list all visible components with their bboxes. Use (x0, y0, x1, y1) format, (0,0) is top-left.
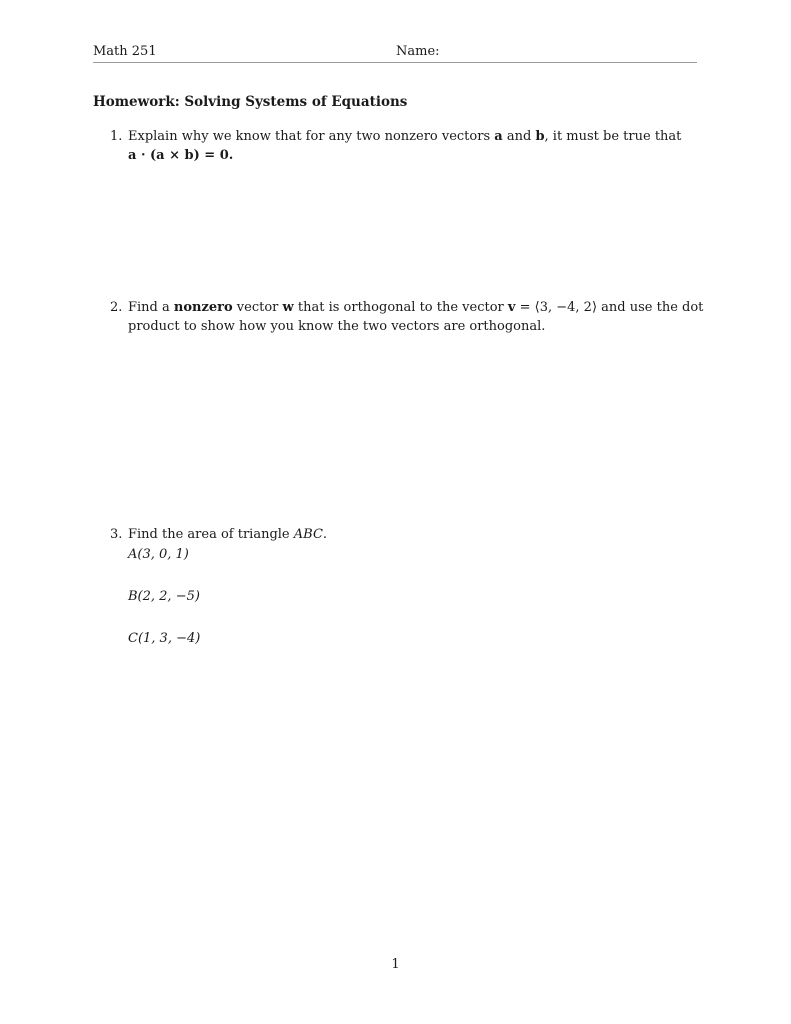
problem-number: 3. (110, 527, 123, 542)
problem-line (128, 127, 698, 146)
triangle-name: ABC (293, 527, 323, 542)
problem-line: product to show how you know the two vectors are orthogonal. (128, 319, 546, 334)
name-field-label: Name: (396, 44, 440, 59)
problem-1 (110, 127, 698, 165)
text-segment: and (506, 129, 532, 144)
emphasis-nonzero: nonzero (173, 300, 233, 315)
text-segment: . (322, 527, 328, 542)
page-number: 1 (391, 957, 400, 972)
problem-text (128, 525, 698, 544)
problem-number: 1. (110, 129, 123, 144)
problem-line (128, 525, 698, 544)
problem-line (128, 298, 704, 317)
course-label: Math 251 (93, 44, 157, 59)
problem-text (128, 127, 698, 165)
text-segment: Find the area of triangle (128, 527, 290, 542)
math-expression: a · (a × b) = 0. (128, 148, 234, 163)
vector-v: v (507, 300, 516, 315)
problem-text (128, 298, 704, 336)
text-segment: Find a (128, 300, 170, 315)
vector-w: w (282, 300, 294, 315)
homework-title: Homework: Solving Systems of Equations (93, 94, 408, 110)
text-segment: vector (236, 300, 279, 315)
vector-a: a (494, 129, 503, 144)
text-segment: = ⟨3, −4, 2⟩ and use the dot (519, 300, 704, 315)
text-segment: , it must be true that (544, 129, 682, 144)
page-header (93, 44, 697, 63)
problem-2 (110, 298, 704, 336)
point-c: C(1, 3, −4) (128, 631, 201, 646)
vector-b: b (535, 129, 545, 144)
text-segment: that is orthogonal to the vector (297, 300, 504, 315)
problem-number: 2. (110, 300, 123, 315)
problem-3 (110, 525, 698, 544)
point-a: A(3, 0, 1) (128, 547, 189, 562)
text-segment: Explain why we know that for any two nonzero vectors (128, 129, 491, 144)
point-b: B(2, 2, −5) (128, 589, 200, 604)
